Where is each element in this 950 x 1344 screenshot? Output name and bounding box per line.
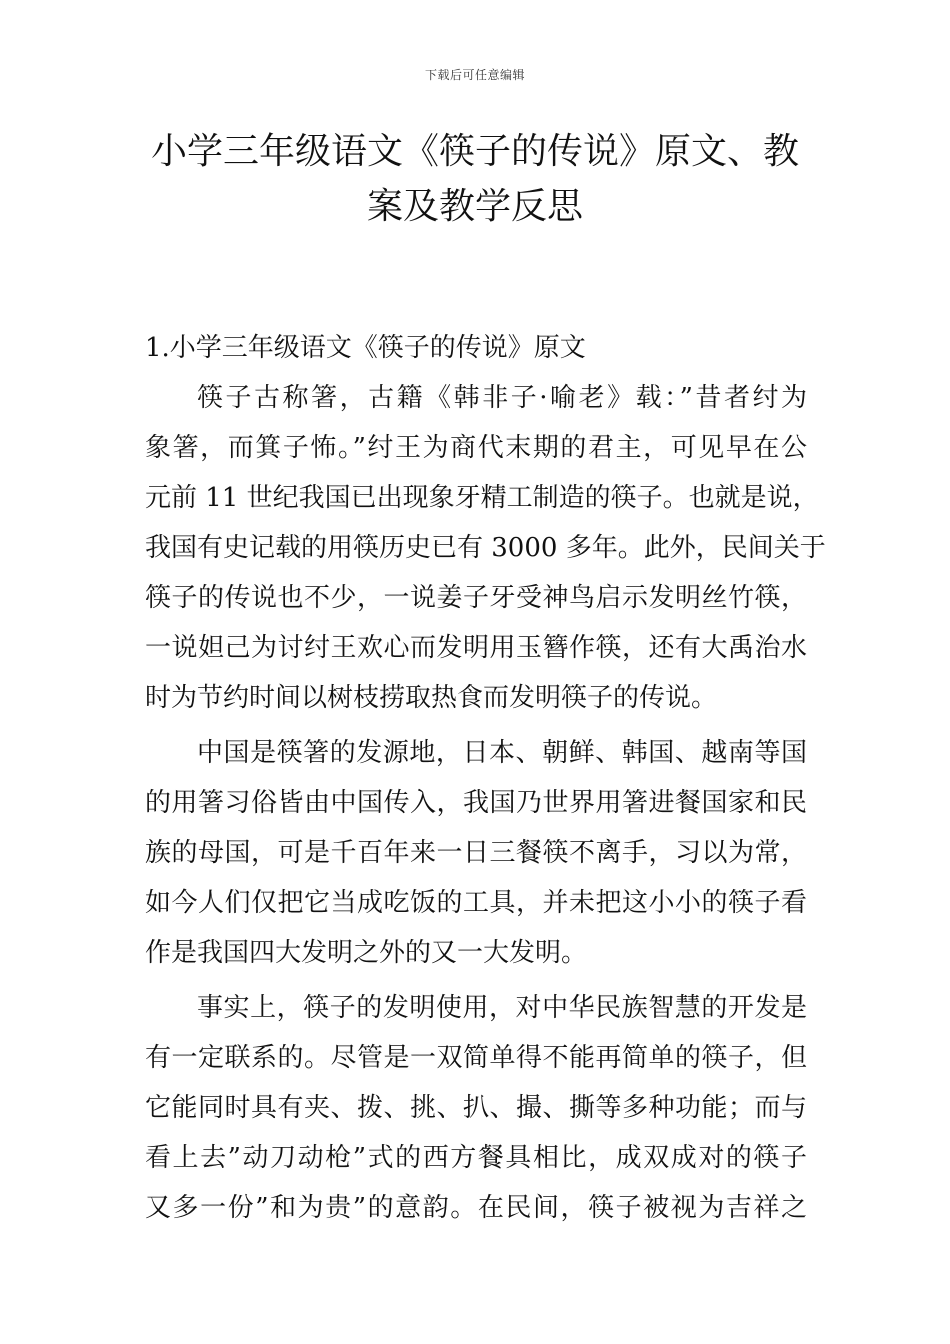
- paragraph-line: 作是我国四大发明之外的又一大发明。: [145, 938, 588, 968]
- paragraph-2: [145, 728, 807, 978]
- paragraph-line: 的用箸习俗皆由中国传入，我国乃世界用箸进餐国家和民: [145, 788, 807, 818]
- paragraph-line: 筷子的传说也不少，一说姜子牙受神鸟启示发明丝竹筷，: [145, 583, 807, 613]
- section-heading: 1.小学三年级语文《筷子的传说》原文: [145, 333, 586, 363]
- paragraph-line: 象箸，而箕子怖。”纣王为商代末期的君主，可见早在公: [145, 433, 807, 463]
- paragraph-line: 又多一份”和为贵”的意韵。在民间，筷子被视为吉祥之: [145, 1193, 807, 1223]
- paragraph-1: [145, 373, 826, 723]
- paragraph-line: 它能同时具有夹、拨、挑、扒、撮、撕等多种功能；而与: [145, 1093, 807, 1123]
- paragraph-line: 时为节约时间以树枝捞取热食而发明筷子的传说。: [145, 683, 718, 713]
- title-line: 小学三年级语文《筷子的传说》原文、教: [150, 131, 799, 172]
- paragraph-line: 中国是筷箸的发源地，日本、朝鲜、韩国、越南等国: [197, 738, 807, 768]
- paragraph-line: 族的母国，可是千百年来一日三餐筷不离手，习以为常，: [145, 838, 807, 868]
- paragraph-3: [145, 983, 807, 1233]
- paragraph-line: 我国有史记载的用筷历史已有 3000 多年。此外，民间关于: [145, 533, 826, 563]
- title-line: 案及教学反思: [366, 186, 583, 227]
- paragraph-line: 看上去”动刀动枪”式的西方餐具相比，成双成对的筷子: [145, 1143, 807, 1173]
- paragraph-line: 一说妲己为讨纣王欢心而发明用玉簪作筷，还有大禹治水: [145, 633, 807, 663]
- document-title: [145, 124, 805, 234]
- paragraph-line: 事实上，筷子的发明使用，对中华民族智慧的开发是: [197, 993, 807, 1023]
- paragraph-line: 如今人们仅把它当成吃饭的工具，并未把这小小的筷子看: [145, 888, 807, 918]
- document-body: [145, 323, 826, 1233]
- paragraph-line: 元前 11 世纪我国已出现象牙精工制造的筷子。也就是说，: [145, 483, 819, 513]
- paragraph-line: 筷子古称箸，古籍《韩非子·喻老》载：”昔者纣为: [197, 383, 807, 413]
- header-note: 下载后可任意编辑: [424, 68, 525, 82]
- paragraph-line: 有一定联系的。尽管是一双简单得不能再简单的筷子，但: [145, 1043, 807, 1073]
